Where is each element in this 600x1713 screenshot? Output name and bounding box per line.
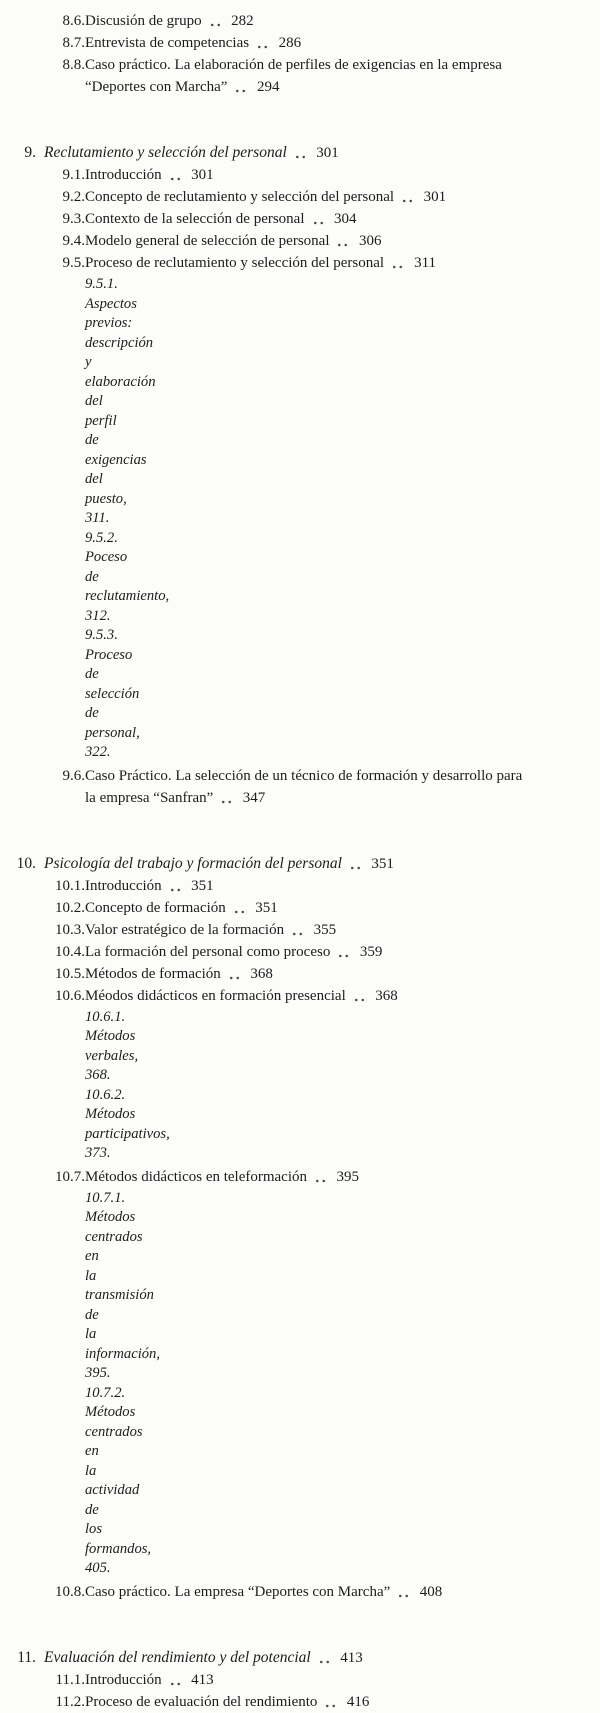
entry-title: Métodos didácticos en teleformación xyxy=(85,1168,308,1185)
entry-number: 8.6. xyxy=(62,13,85,29)
dot-leader xyxy=(169,176,183,182)
entry-number: 8.8. xyxy=(62,57,85,73)
page-number: 286 xyxy=(278,35,302,51)
entry-number: 10.4. xyxy=(55,943,85,960)
entry-number: 11.1. xyxy=(55,1671,85,1688)
page-number: 282 xyxy=(231,13,254,29)
entry-title: “Deportes con Marcha” xyxy=(85,79,228,95)
dot-leader xyxy=(233,909,247,915)
page-number: 359 xyxy=(359,943,383,960)
entry-title: Entrevista de competencias xyxy=(85,35,250,51)
entry-title: Métodos de formación xyxy=(85,965,221,982)
dot-leader xyxy=(228,975,242,981)
page-number: 416 xyxy=(346,1693,370,1710)
entry-title: Contexto de la selección de personal xyxy=(85,211,305,227)
chapter-number: 11. xyxy=(17,1648,36,1666)
entry-title: Introducción xyxy=(85,1671,162,1688)
dot-leader xyxy=(256,44,270,50)
entry-title: Discusión de grupo xyxy=(85,13,202,29)
page-number: 351 xyxy=(191,877,214,894)
entry-number: 9.4. xyxy=(62,233,85,249)
entry-number: 10.5. xyxy=(55,965,85,982)
dot-leader xyxy=(169,887,183,893)
entry-title: Caso práctico. La empresa “Deportes con Marcha” xyxy=(85,1583,391,1600)
dot-leader xyxy=(336,242,350,248)
page-number: 351 xyxy=(371,855,394,872)
dot-leader xyxy=(314,1178,328,1184)
page-number: 395 xyxy=(336,1168,360,1185)
entry-number: 9.1. xyxy=(62,167,85,183)
entry-number: 10.3. xyxy=(55,921,85,938)
page-number: 304 xyxy=(334,211,357,227)
entry-title: la empresa “Sanfran” xyxy=(85,789,214,806)
chapter-number: 9. xyxy=(24,144,36,161)
entry-title: Méodos didácticos en formación presencial xyxy=(85,987,346,1004)
page-number: 408 xyxy=(419,1583,443,1600)
entry-number: 9.6. xyxy=(62,767,85,784)
entry-title: Introducción xyxy=(85,877,162,894)
entry-number: 9.3. xyxy=(62,211,85,227)
page-number: 301 xyxy=(423,189,447,205)
entry-number: 8.7. xyxy=(62,35,85,51)
entry-number: 10.2. xyxy=(55,899,85,916)
dot-leader xyxy=(324,1703,338,1709)
page-number: 301 xyxy=(316,145,339,161)
entry-title: Proceso de reclutamiento y selección del personal xyxy=(85,255,385,271)
page-number: 301 xyxy=(191,167,214,183)
dot-leader xyxy=(353,997,367,1003)
entry-number: 10.7. xyxy=(55,1168,85,1185)
chapter-title: Evaluación del rendimiento y del potencial xyxy=(44,1648,311,1666)
entry-title: Introducción xyxy=(85,167,162,183)
page-number: 413 xyxy=(340,1649,363,1666)
entry-number: 10.1. xyxy=(55,877,85,894)
entry-number: 10.8. xyxy=(55,1583,85,1600)
dot-leader xyxy=(337,953,351,959)
dot-leader xyxy=(349,865,363,871)
page-number: 306 xyxy=(358,233,382,249)
entry-number: 9.5. xyxy=(62,255,85,271)
page-number: 368 xyxy=(375,987,398,1004)
page-number: 311 xyxy=(414,255,437,271)
dot-leader xyxy=(312,220,326,226)
entry-title: Proceso de evaluación del rendimiento xyxy=(85,1693,318,1710)
entry-title: Concepto de formación xyxy=(85,899,226,916)
toc: 8.6. Discusión de grupo 282 8.7. Entrevista de competencias 286 8.8. Caso práctico. La elaboración de perfiles de exigencias en la empresa “Deportes con Marcha” 294 9. Reclutamiento y selección del personal 301 9.1. Introducción 301 9.2. Concepto de reclutamiento y selección del personal 301 9.3. Contexto de la selección de personal 304 9.4. Modelo general de selección de personal 306 9.5. Proceso de reclutamiento y selección del personal 311 9.5.1. Aspectos previos: descripción y elaboración del perfil de exigencias del puesto, 311. 9.5.2. Poceso de reclutamiento, 312. 9.5.3. Proceso de selección de personal, 322. 9.6. Caso Práctico. La selección de un técnico de formación y desarrollo para la empresa “Sanfran” 347 10. Psicología del trabajo y formación del personal 351 10.1. Introducción 351 10.2. Concepto de formación 351 10.3. Valor estratégico de la formación 355 10.4. La formación del personal como proceso 359 10.5. Métodos de formación 368 10.6. Méodos didácticos en formación presencial 368 10.6.1. Métodos verbales, 368. 10.6.2. Métodos participativos, 373. 10.7. Métodos didácticos en teleformación 395 10.7.1. Métodos centrados en la transmisión de la información, 395. 10.7.2. Métodos centrados en la actividad de los formandos, 405. 10.8. Caso práctico. La empresa “Deportes con Marcha” 408 11. Evaluación del rendimiento y del potencial 413 11.1. Introducción 413 11.2. Proceso de evaluación del rendimiento 416 xyxy=(0,0,29,1713)
dot-leader xyxy=(169,1681,183,1687)
page-number: 347 xyxy=(242,789,266,806)
chapter-number: 10. xyxy=(16,854,36,872)
dot-leader xyxy=(209,22,223,28)
entry-number: 9.2. xyxy=(62,189,85,205)
chapter-title: Reclutamiento y selección del personal xyxy=(44,144,287,161)
entry-title: Modelo general de selección de personal xyxy=(85,233,330,249)
entry-number: 11.2. xyxy=(55,1693,85,1710)
dot-leader xyxy=(401,198,415,204)
entry-title: La formación del personal como proceso xyxy=(85,943,331,960)
dot-leader xyxy=(291,931,305,937)
page-number: 351 xyxy=(255,899,278,916)
page-number: 368 xyxy=(250,965,273,982)
page-number: 413 xyxy=(191,1671,214,1688)
entry-title: Valor estratégico de la formación xyxy=(85,921,285,938)
dot-leader xyxy=(294,154,308,160)
dot-leader xyxy=(391,264,405,270)
page-number: 355 xyxy=(313,921,337,938)
dot-leader xyxy=(318,1659,332,1665)
entry-title: Concepto de reclutamiento y selección del personal xyxy=(85,189,395,205)
entry-number: 10.6. xyxy=(55,987,85,1004)
page-number: 294 xyxy=(256,79,280,95)
dot-leader xyxy=(397,1593,411,1599)
chapter-title: Psicología del trabajo y formación del personal xyxy=(44,854,342,872)
dot-leader xyxy=(220,799,234,805)
dot-leader xyxy=(234,88,248,94)
